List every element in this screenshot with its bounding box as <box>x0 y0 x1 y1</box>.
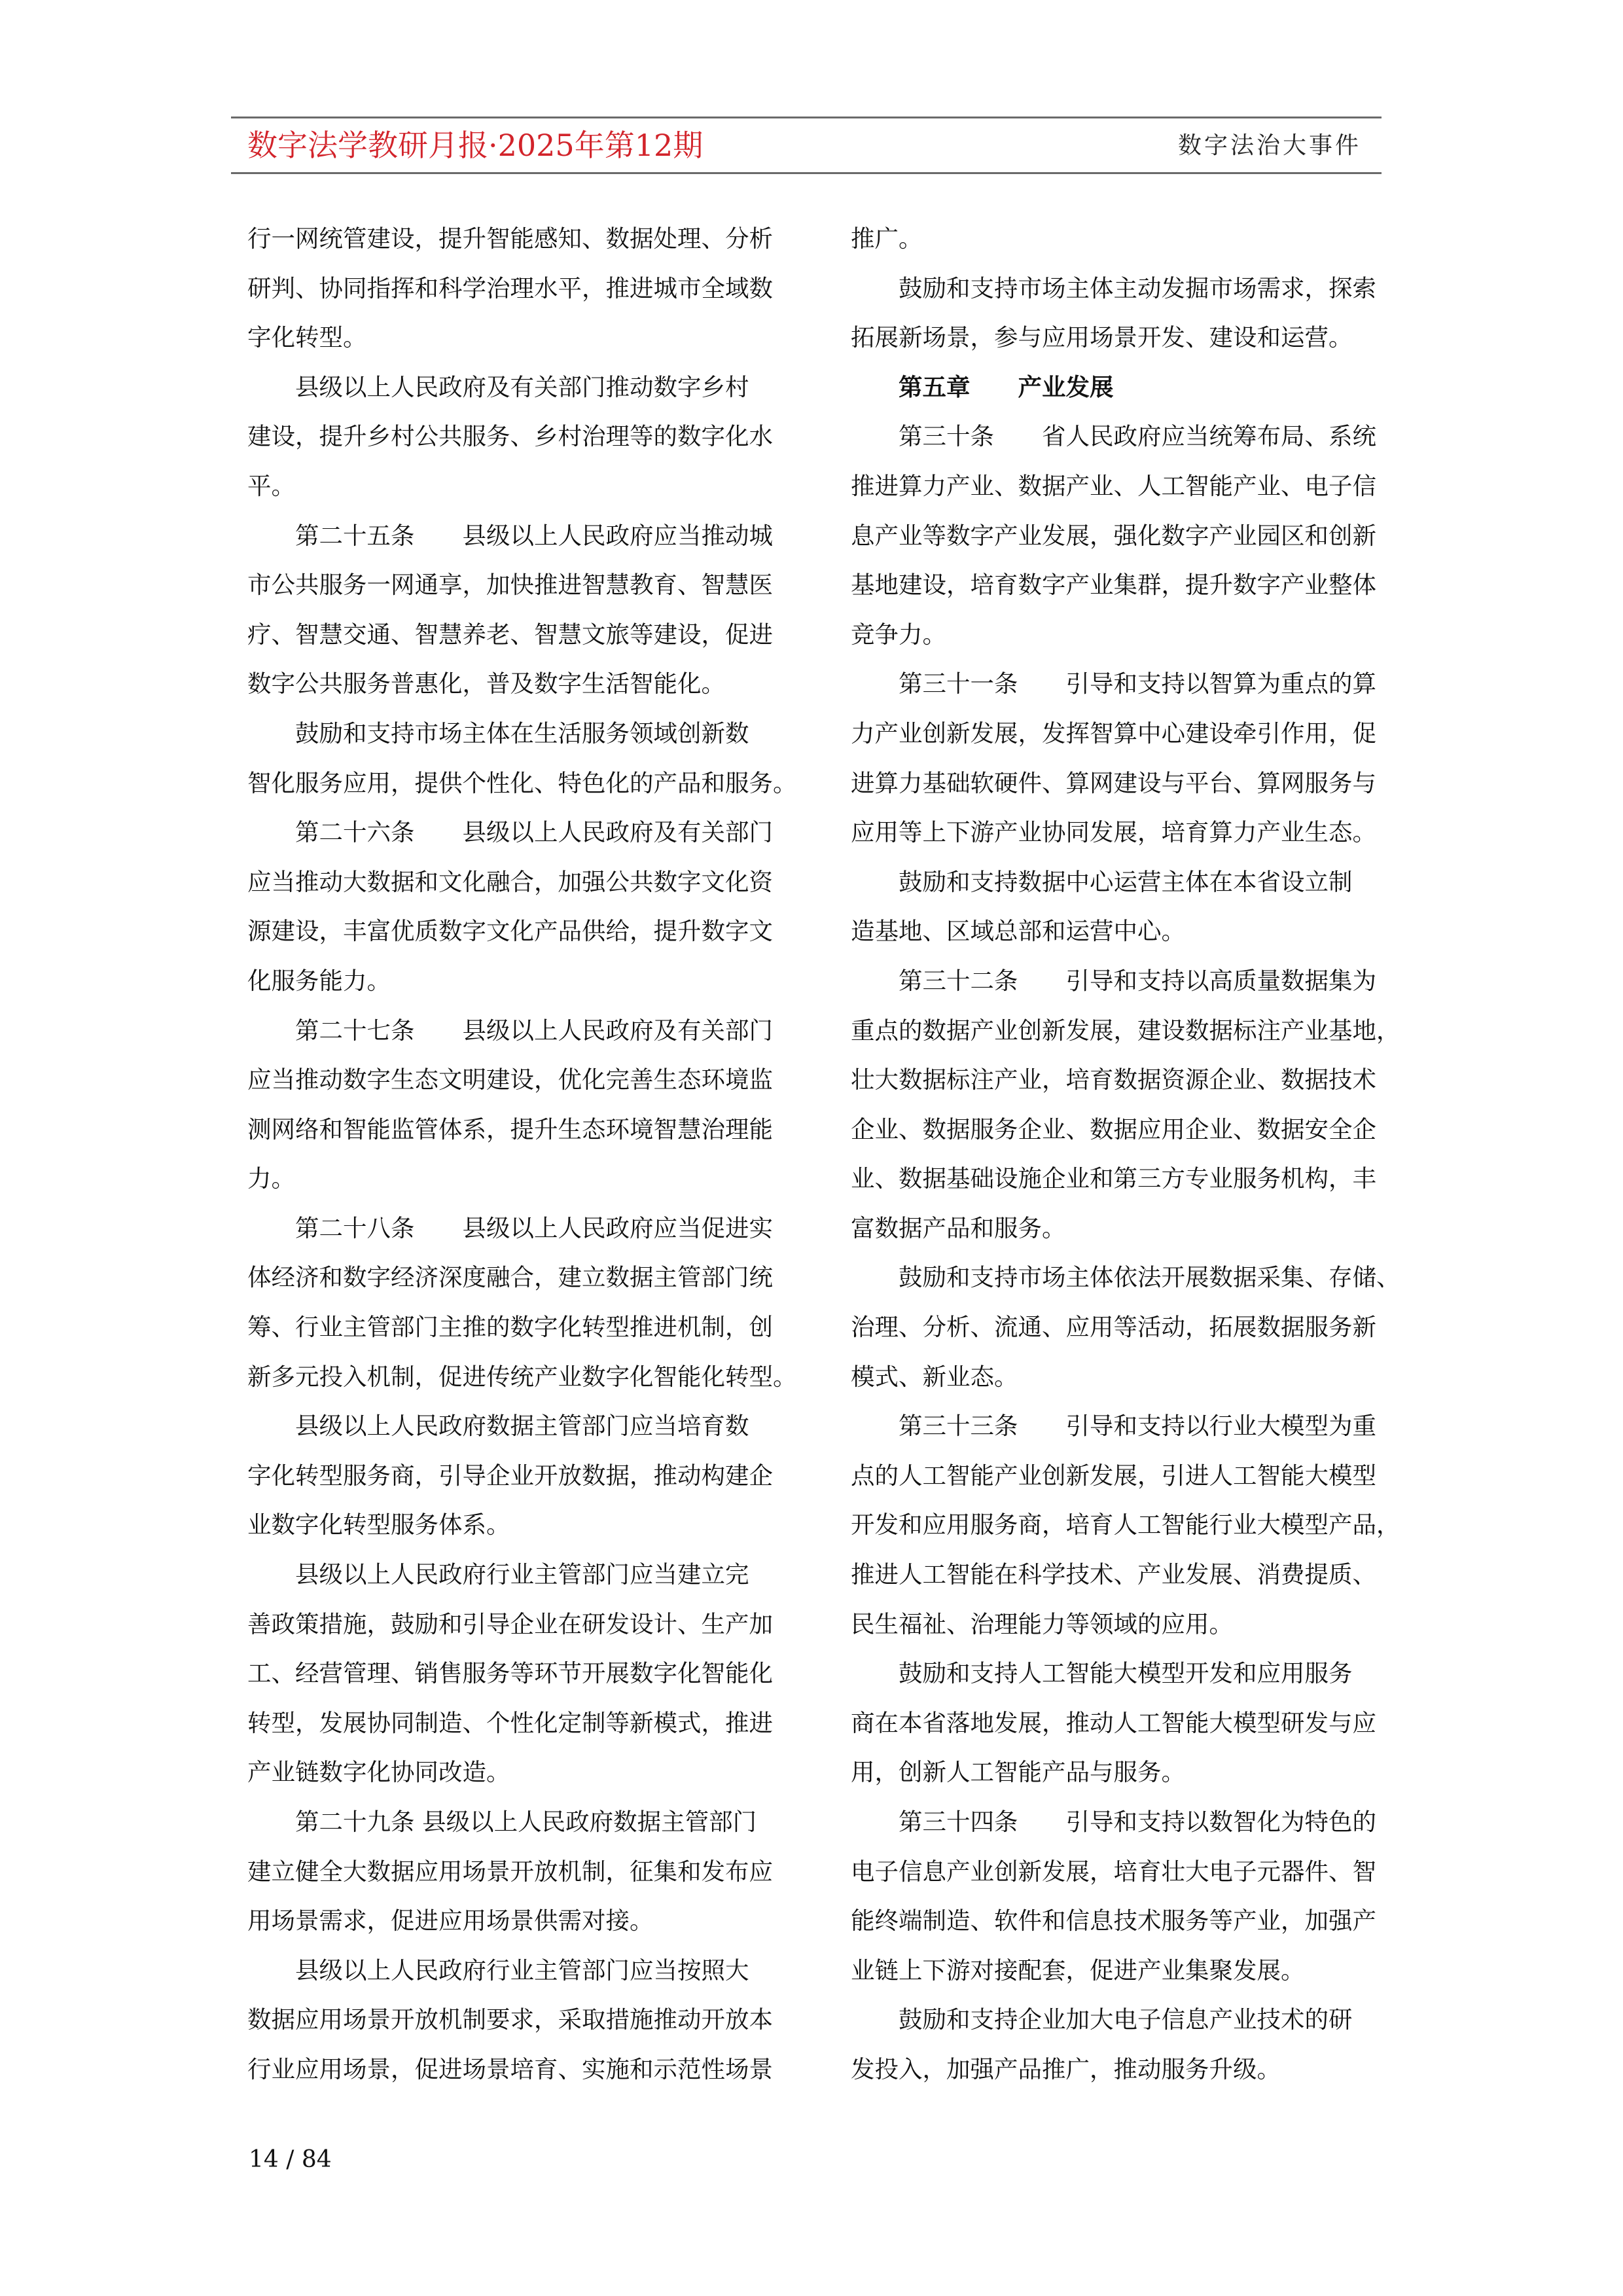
right-column-line: 第三十条 省人民政府应当统筹布局、系统 <box>851 422 1376 451</box>
left-column <box>247 214 797 2094</box>
left-column-line: 建立健全大数据应用场景开放机制，征集和发布应 <box>247 1857 773 1886</box>
right-column-line: 模式、新业态。 <box>851 1362 1018 1391</box>
left-column-line: 工、经营管理、销售服务等环节开展数字化智能化 <box>247 1659 773 1688</box>
right-column-line: 基地建设，培育数字产业集群，提升数字产业整体 <box>851 571 1376 600</box>
right-column-line: 企业、数据服务企业、数据应用企业、数据安全企 <box>851 1115 1376 1143</box>
right-column-line: 发投入，加强产品推广，推动服务升级。 <box>851 2054 1281 2083</box>
right-column-line: 电子信息产业创新发展，培育壮大电子元器件、智 <box>851 1857 1376 1886</box>
left-column-line: 县级以上人民政府及有关部门推动数字乡村 <box>247 372 749 401</box>
right-column-line: 治理、分析、流通、应用等活动，拓展数据服务新 <box>851 1313 1376 1342</box>
right-column-line: 第三十四条 引导和支持以数智化为特色的 <box>851 1808 1376 1836</box>
right-column-line: 进算力基础软硬件、算网建设与平台、算网服务与 <box>851 768 1376 797</box>
right-column-line: 竞争力。 <box>851 620 946 649</box>
left-column-line: 字化转型服务商，引导企业开放数据，推动构建企 <box>247 1461 773 1490</box>
left-column-line: 善政策措施，鼓励和引导企业在研发设计、生产加 <box>247 1609 773 1638</box>
right-column-line: 鼓励和支持企业加大电子信息产业技术的研 <box>851 2005 1353 2034</box>
left-column-line: 行业应用场景，促进场景培育、实施和示范性场景 <box>247 2054 773 2083</box>
page-number: 14 / 84 <box>249 2146 332 2173</box>
journal-title: 数字法学教研月报·2025年第12期 <box>247 128 704 163</box>
right-column-line: 第三十二条 引导和支持以高质量数据集为 <box>851 966 1376 995</box>
right-column-line: 推进人工智能在科学技术、产业发展、消费提质、 <box>851 1560 1376 1589</box>
left-column-line: 转型，发展协同制造、个性化定制等新模式，推进 <box>247 1708 773 1737</box>
right-column <box>851 214 1400 2094</box>
left-column-line: 第二十六条 县级以上人民政府及有关部门 <box>247 818 773 847</box>
right-column-line: 鼓励和支持市场主体主动发掘市场需求，探索 <box>851 274 1376 302</box>
left-column-line: 数字公共服务普惠化，普及数字生活智能化。 <box>247 670 725 698</box>
left-column-line: 业数字化转型服务体系。 <box>247 1511 510 1539</box>
right-column-line: 造基地、区域总部和运营中心。 <box>851 917 1185 946</box>
left-column-line: 第二十九条 县级以上人民政府数据主管部门 <box>247 1808 757 1836</box>
left-column-line: 数据应用场景开放机制要求，采取措施推动开放本 <box>247 2005 773 2034</box>
right-column-line: 能终端制造、软件和信息技术服务等产业，加强产 <box>851 1907 1376 1935</box>
right-column-line: 业链上下游对接配套，促进产业集聚发展。 <box>851 1956 1305 1984</box>
header-bottom-rule <box>231 172 1382 174</box>
left-column-line: 市公共服务一网通享，加快推进智慧教育、智慧医 <box>247 571 773 600</box>
left-column-line: 县级以上人民政府行业主管部门应当建立完 <box>247 1560 749 1589</box>
right-column-line: 点的人工智能产业创新发展，引进人工智能大模型 <box>851 1461 1376 1490</box>
left-column-line: 测网络和智能监管体系，提升生态环境智慧治理能 <box>247 1115 773 1143</box>
right-column-line: 拓展新场景，参与应用场景开发、建设和运营。 <box>851 323 1353 352</box>
left-column-line: 第二十七条 县级以上人民政府及有关部门 <box>247 1016 773 1045</box>
left-column-line: 县级以上人民政府数据主管部门应当培育数 <box>247 1412 749 1441</box>
right-column-line: 推广。 <box>851 224 923 253</box>
left-column-line: 产业链数字化协同改造。 <box>247 1758 510 1787</box>
left-column-line: 字化转型。 <box>247 323 367 352</box>
left-column-line: 新多元投入机制，促进传统产业数字化智能化转型。 <box>247 1362 797 1391</box>
section-title: 数字法治大事件 <box>1177 132 1361 159</box>
right-column-line: 重点的数据产业创新发展，建设数据标注产业基地， <box>851 1016 1400 1045</box>
right-column-line: 民生福祉、治理能力等领域的应用。 <box>851 1609 1233 1638</box>
left-column-line: 力。 <box>247 1164 295 1193</box>
right-column-line: 富数据产品和服务。 <box>851 1213 1066 1242</box>
right-column-line: 鼓励和支持市场主体依法开展数据采集、存储、 <box>851 1263 1400 1292</box>
right-column-line: 应用等上下游产业协同发展，培育算力产业生态。 <box>851 818 1376 847</box>
right-column-line: 壮大数据标注产业，培育数据资源企业、数据技术 <box>851 1066 1376 1094</box>
left-column-line: 鼓励和支持市场主体在生活服务领域创新数 <box>247 719 749 747</box>
left-column-line: 建设，提升乡村公共服务、乡村治理等的数字化水 <box>247 422 773 451</box>
right-column-line: 推进算力产业、数据产业、人工智能产业、电子信 <box>851 471 1376 500</box>
left-column-line: 应当推动数字生态文明建设，优化完善生态环境监 <box>247 1066 773 1094</box>
left-column-line: 源建设，丰富优质数字文化产品供给，提升数字文 <box>247 917 773 946</box>
left-column-line: 用场景需求，促进应用场景供需对接。 <box>247 1907 654 1935</box>
left-column-line: 第二十八条 县级以上人民政府应当促进实 <box>247 1213 773 1242</box>
left-column-line: 第二十五条 县级以上人民政府应当推动城 <box>247 521 773 550</box>
left-column-line: 研判、协同指挥和科学治理水平，推进城市全域数 <box>247 274 773 302</box>
left-column-line: 疗、智慧交通、智慧养老、智慧文旅等建设，促进 <box>247 620 773 649</box>
right-column-line: 力产业创新发展，发挥智算中心建设牵引作用，促 <box>851 719 1376 747</box>
right-column-line: 第五章 产业发展 <box>851 372 1114 401</box>
right-column-line: 业、数据基础设施企业和第三方专业服务机构，丰 <box>851 1164 1376 1193</box>
left-column-line: 化服务能力。 <box>247 966 391 995</box>
left-column-line: 县级以上人民政府行业主管部门应当按照大 <box>247 1956 749 1984</box>
left-column-line: 平。 <box>247 471 295 500</box>
right-column-line: 鼓励和支持人工智能大模型开发和应用服务 <box>851 1659 1353 1688</box>
left-column-line: 智化服务应用，提供个性化、特色化的产品和服务。 <box>247 768 797 797</box>
right-column-line: 开发和应用服务商，培育人工智能行业大模型产品， <box>851 1511 1400 1539</box>
left-column-line: 行一网统管建设，提升智能感知、数据处理、分析 <box>247 224 773 253</box>
right-column-line: 鼓励和支持数据中心运营主体在本省设立制 <box>851 867 1353 896</box>
left-column-line: 体经济和数字经济深度融合，建立数据主管部门统 <box>247 1263 773 1292</box>
left-column-line: 应当推动大数据和文化融合，加强公共数字文化资 <box>247 867 773 896</box>
right-column-line: 用，创新人工智能产品与服务。 <box>851 1758 1185 1787</box>
right-column-line: 第三十一条 引导和支持以智算为重点的算 <box>851 670 1376 698</box>
right-column-line: 息产业等数字产业发展，强化数字产业园区和创新 <box>851 521 1376 550</box>
right-column-line: 第三十三条 引导和支持以行业大模型为重 <box>851 1412 1376 1441</box>
right-column-line: 商在本省落地发展，推动人工智能大模型研发与应 <box>851 1708 1376 1737</box>
header-top-rule <box>231 117 1382 118</box>
left-column-line: 筹、行业主管部门主推的数字化转型推进机制，创 <box>247 1313 773 1342</box>
